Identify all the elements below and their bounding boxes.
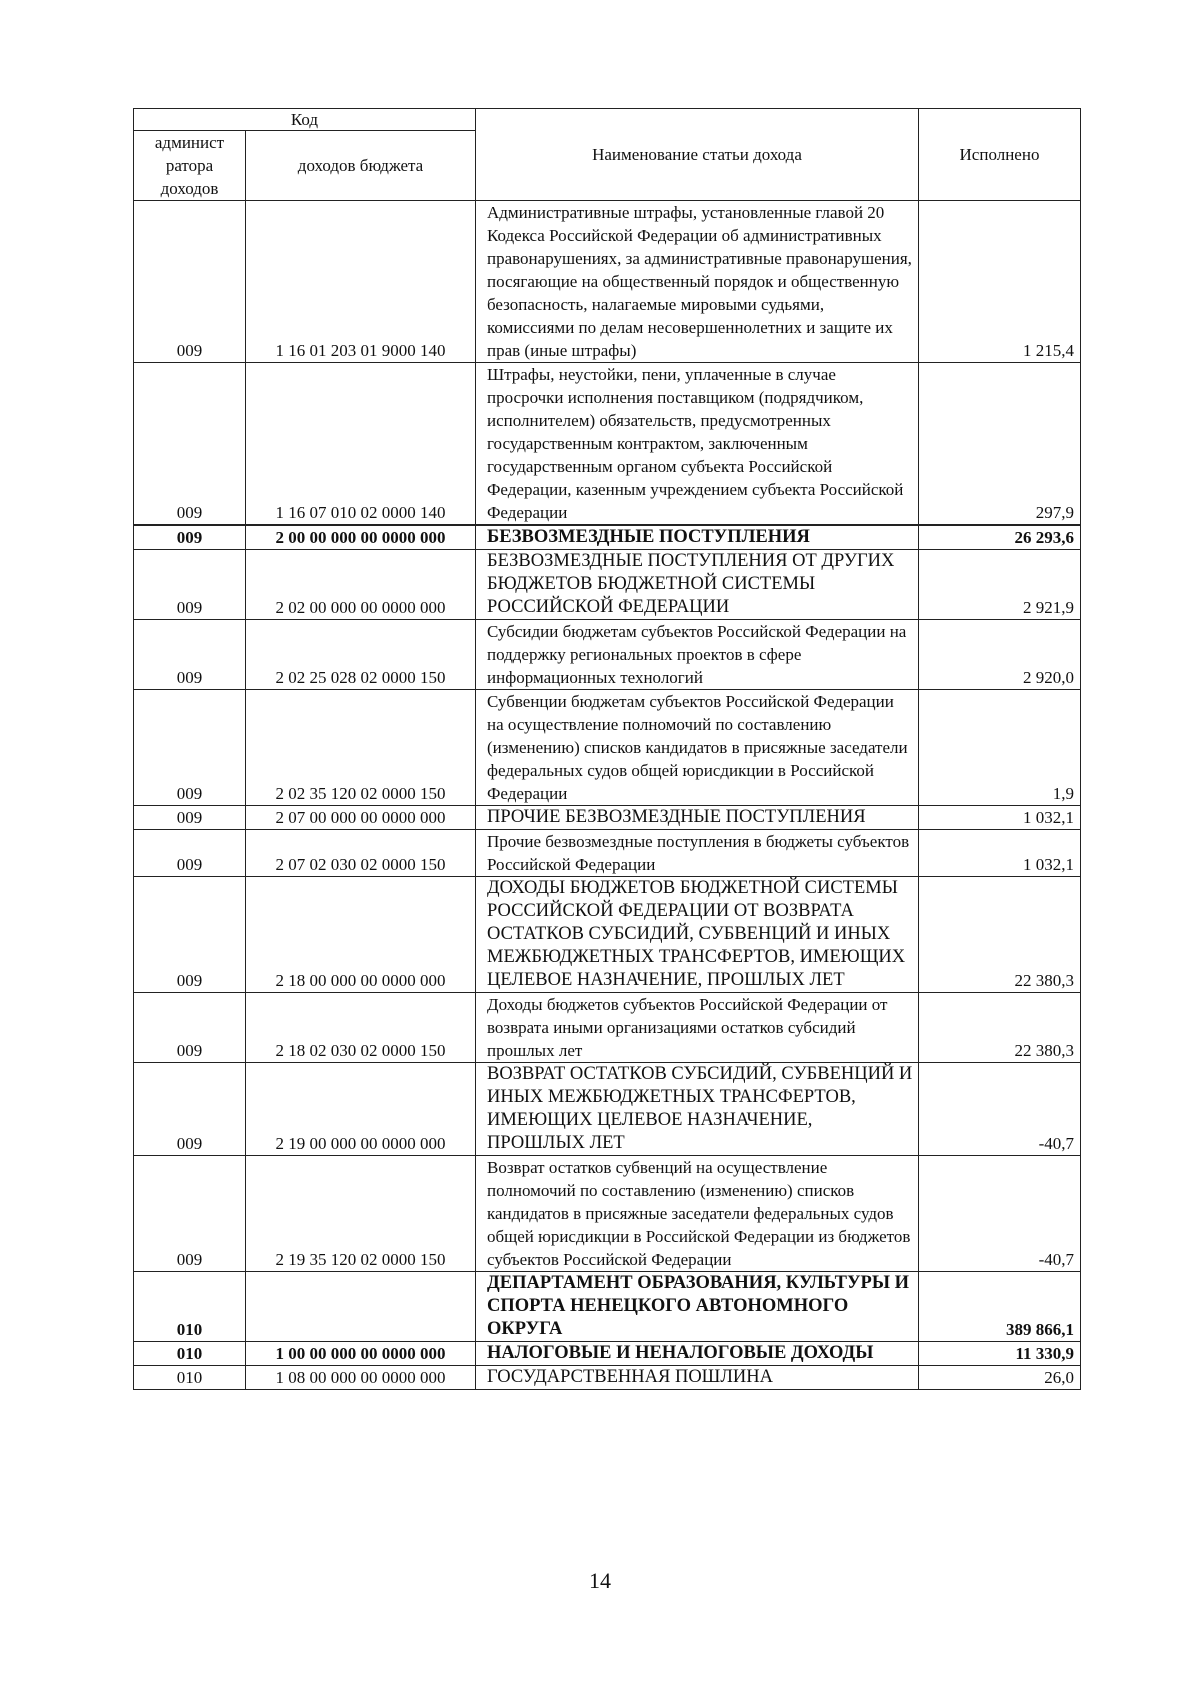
item-name-cell: Штрафы, неустойки, пени, уплаченные в случае просрочки исполнения поставщиком (подрядчиком, исполнителем) обязательств, предусмотренных государственным контрактом, заключенным государственным органом субъекта Российской Федерации, казенным учреждением субъекта Российской Федерации bbox=[476, 363, 919, 526]
executed-header: Исполнено bbox=[919, 109, 1081, 201]
amount-cell: 1 032,1 bbox=[919, 806, 1081, 830]
income-code-cell: 1 08 00 000 00 0000 000 bbox=[246, 1366, 476, 1390]
item-name-cell: Административные штрафы, установленные главой 20 Кодекса Российской Федерации об административных правонарушениях, за административные правонарушения, посягающие на общественный порядок и общественную безопасность, налагаемые мировыми судьями, комиссиями по делам несовершеннолетних и защите их прав (иные штрафы) bbox=[476, 201, 919, 363]
income-code-header: доходов бюджета bbox=[246, 131, 476, 201]
page-number: 14 bbox=[589, 1568, 611, 1593]
amount-cell: 1 215,4 bbox=[919, 201, 1081, 363]
table-row bbox=[134, 806, 1081, 830]
amount-cell: 2 921,9 bbox=[919, 550, 1081, 620]
table-row bbox=[134, 1366, 1081, 1390]
item-name-cell: Субвенции бюджетам субъектов Российской Федерации на осуществление полномочий по составлению (изменению) списков кандидатов в присяжные заседатели федеральных судов общей юрисдикции в Российской Федерации bbox=[476, 690, 919, 806]
admin-code-cell: 009 bbox=[134, 830, 246, 877]
amount-cell: 1,9 bbox=[919, 690, 1081, 806]
income-code-cell: 1 16 07 010 02 0000 140 bbox=[246, 363, 476, 526]
item-name-cell: ГОСУДАРСТВЕННАЯ ПОШЛИНА bbox=[476, 1366, 919, 1390]
income-code-cell: 2 07 02 030 02 0000 150 bbox=[246, 830, 476, 877]
amount-cell: 1 032,1 bbox=[919, 830, 1081, 877]
income-code-cell: 2 19 35 120 02 0000 150 bbox=[246, 1156, 476, 1272]
table-row bbox=[134, 1063, 1081, 1156]
amount-cell: 389 866,1 bbox=[919, 1272, 1081, 1342]
table-row bbox=[134, 201, 1081, 363]
item-name-cell: Субсидии бюджетам субъектов Российской Федерации на поддержку региональных проектов в сфере информационных технологий bbox=[476, 620, 919, 690]
table-row bbox=[134, 830, 1081, 877]
table-row bbox=[134, 1272, 1081, 1342]
table-row bbox=[134, 690, 1081, 806]
item-name-cell: НАЛОГОВЫЕ И НЕНАЛОГОВЫЕ ДОХОДЫ bbox=[476, 1342, 919, 1366]
income-code-cell: 2 18 00 000 00 0000 000 bbox=[246, 877, 476, 993]
admin-code-cell: 009 bbox=[134, 877, 246, 993]
table-row bbox=[134, 363, 1081, 526]
code-header: Код bbox=[134, 109, 476, 131]
admin-code-cell: 009 bbox=[134, 806, 246, 830]
admin-code-cell: 009 bbox=[134, 690, 246, 806]
income-code-cell: 2 18 02 030 02 0000 150 bbox=[246, 993, 476, 1063]
admin-code-cell: 010 bbox=[134, 1366, 246, 1390]
item-name-cell: ПРОЧИЕ БЕЗВОЗМЕЗДНЫЕ ПОСТУПЛЕНИЯ bbox=[476, 806, 919, 830]
admin-code-cell: 009 bbox=[134, 1156, 246, 1272]
amount-cell: -40,7 bbox=[919, 1063, 1081, 1156]
income-code-cell: 2 02 35 120 02 0000 150 bbox=[246, 690, 476, 806]
table-row bbox=[134, 877, 1081, 993]
name-header: Наименование статьи дохода bbox=[476, 109, 919, 201]
income-code-cell: 2 00 00 000 00 0000 000 bbox=[246, 525, 476, 550]
table-row bbox=[134, 993, 1081, 1063]
admin-code-cell: 009 bbox=[134, 1063, 246, 1156]
income-code-cell bbox=[246, 1272, 476, 1342]
table-row bbox=[134, 1342, 1081, 1366]
item-name-cell: БЕЗВОЗМЕЗДНЫЕ ПОСТУПЛЕНИЯ ОТ ДРУГИХ БЮДЖЕТОВ БЮДЖЕТНОЙ СИСТЕМЫ РОССИЙСКОЙ ФЕДЕРАЦИИ bbox=[476, 550, 919, 620]
amount-cell: 11 330,9 bbox=[919, 1342, 1081, 1366]
table-row bbox=[134, 1156, 1081, 1272]
admin-code-cell: 009 bbox=[134, 363, 246, 526]
admin-code-cell: 010 bbox=[134, 1272, 246, 1342]
admin-code-cell: 009 bbox=[134, 620, 246, 690]
admin-code-cell: 009 bbox=[134, 550, 246, 620]
item-name-cell: Доходы бюджетов субъектов Российской Федерации от возврата иными организациями остатков субсидий прошлых лет bbox=[476, 993, 919, 1063]
table-row bbox=[134, 550, 1081, 620]
admin-code-cell: 009 bbox=[134, 525, 246, 550]
income-code-cell: 2 02 25 028 02 0000 150 bbox=[246, 620, 476, 690]
amount-cell: 297,9 bbox=[919, 363, 1081, 526]
table-body bbox=[134, 201, 1081, 1390]
amount-cell: 2 920,0 bbox=[919, 620, 1081, 690]
amount-cell: 26 293,6 bbox=[919, 525, 1081, 550]
admin-code-cell: 009 bbox=[134, 201, 246, 363]
item-name-cell: ДОХОДЫ БЮДЖЕТОВ БЮДЖЕТНОЙ СИСТЕМЫ РОССИЙСКОЙ ФЕДЕРАЦИИ ОТ ВОЗВРАТА ОСТАТКОВ СУБСИДИЙ, СУБВЕНЦИЙ И ИНЫХ МЕЖБЮДЖЕТНЫХ ТРАНСФЕРТОВ, ИМЕЮЩИХ ЦЕЛЕВОЕ НАЗНАЧЕНИЕ, ПРОШЛЫХ ЛЕТ bbox=[476, 877, 919, 993]
income-code-cell: 2 07 00 000 00 0000 000 bbox=[246, 806, 476, 830]
income-code-cell: 2 19 00 000 00 0000 000 bbox=[246, 1063, 476, 1156]
budget-table bbox=[133, 108, 1081, 1390]
income-code-cell: 1 00 00 000 00 0000 000 bbox=[246, 1342, 476, 1366]
item-name-cell: Прочие безвозмездные поступления в бюджеты субъектов Российской Федерации bbox=[476, 830, 919, 877]
item-name-cell: ВОЗВРАТ ОСТАТКОВ СУБСИДИЙ, СУБВЕНЦИЙ И ИНЫХ МЕЖБЮДЖЕТНЫХ ТРАНСФЕРТОВ, ИМЕЮЩИХ ЦЕЛЕВОЕ НАЗНАЧЕНИЕ, ПРОШЛЫХ ЛЕТ bbox=[476, 1063, 919, 1156]
amount-cell: 22 380,3 bbox=[919, 877, 1081, 993]
income-code-cell: 1 16 01 203 01 9000 140 bbox=[246, 201, 476, 363]
item-name-cell: БЕЗВОЗМЕЗДНЫЕ ПОСТУПЛЕНИЯ bbox=[476, 525, 919, 550]
table-row bbox=[134, 620, 1081, 690]
amount-cell: -40,7 bbox=[919, 1156, 1081, 1272]
income-code-cell: 2 02 00 000 00 0000 000 bbox=[246, 550, 476, 620]
admin-code-cell: 010 bbox=[134, 1342, 246, 1366]
amount-cell: 22 380,3 bbox=[919, 993, 1081, 1063]
admin-code-header: админист ратора доходов bbox=[134, 131, 246, 201]
table-row bbox=[134, 525, 1081, 550]
amount-cell: 26,0 bbox=[919, 1366, 1081, 1390]
item-name-cell: Возврат остатков субвенций на осуществление полномочий по составлению (изменению) списков кандидатов в присяжные заседатели федеральных судов общей юрисдикции в Российской Федерации из бюджетов субъектов Российской Федерации bbox=[476, 1156, 919, 1272]
item-name-cell: ДЕПАРТАМЕНТ ОБРАЗОВАНИЯ, КУЛЬТУРЫ И СПОРТА НЕНЕЦКОГО АВТОНОМНОГО ОКРУГА bbox=[476, 1272, 919, 1342]
admin-code-cell: 009 bbox=[134, 993, 246, 1063]
